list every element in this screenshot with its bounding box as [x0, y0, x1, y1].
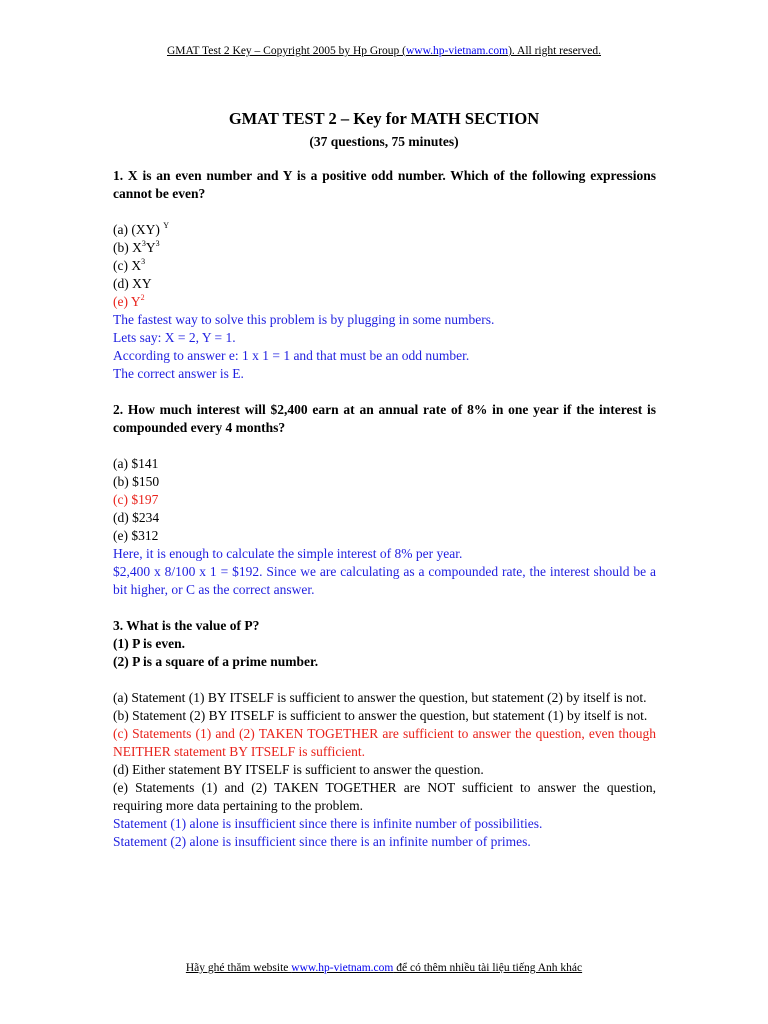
page-subtitle: (37 questions, 75 minutes) — [309, 134, 459, 149]
q2-option-e: (e) $312 — [113, 528, 159, 543]
q3-statement-1: (1) P is even. — [113, 636, 185, 651]
q3-statement-2: (2) P is a square of a prime number. — [113, 654, 319, 669]
q1-option-a: (a) (XY) $^Y$ — [113, 221, 170, 237]
q3-explanation-2: Statement (2) alone is insufficient since there is an infinite number of primes. — [113, 834, 531, 849]
page-title: GMAT TEST 2 – Key for MATH SECTION — [228, 109, 540, 128]
q3-option-a: (a) Statement (1) BY ITSELF is sufficient to answer the question, but statement (2) by itself is not. — [113, 690, 647, 705]
page-footer — [0, 962, 768, 974]
q1-explanation-4: The correct answer is E. — [113, 366, 244, 381]
q3-option-e: (e) Statements (1) and (2) TAKEN TOGETHER are NOT sufficient to answer the question, requiring more data pertaining to the problem. — [113, 780, 656, 813]
q1-option-b: (b) $X^3Y^3$ — [113, 239, 160, 255]
q3-option-c-answer: (c) Statements (1) and (2) TAKEN TOGETHER are sufficient to answer the question, even though NEITHER statement BY ITSELF is sufficient. — [113, 726, 656, 759]
header-link[interactable]: www.hp-vietnam.com — [405, 45, 509, 57]
header-suffix: ). All right reserved. — [508, 45, 601, 57]
q1-explanation-3: According to answer e: 1 x 1 = 1 and that must be an odd number. — [113, 348, 470, 363]
question-3: 3. What is the value of P? — [113, 618, 260, 633]
footer-suffix: để có thêm nhiều tài liệu tiếng Anh khác — [393, 962, 583, 974]
document-body — [113, 167, 656, 851]
q1-option-e-answer: (e) $Y^2$ — [113, 293, 145, 309]
q1-option-c: (c) $X^3$ — [113, 257, 146, 273]
q1-option-d: (d) XY — [113, 276, 152, 291]
page-header — [0, 45, 768, 57]
q3-explanation-1: Statement (1) alone is insufficient since there is infinite number of possibilities. — [113, 816, 543, 831]
q1-explanation-2: Lets say: X = 2, Y = 1. — [113, 330, 236, 345]
q3-option-b: (b) Statement (2) BY ITSELF is sufficient to answer the question, but statement (1) by itself is not. — [113, 708, 648, 723]
q1-explanation-1: The fastest way to solve this problem is by plugging in some numbers. — [113, 312, 495, 327]
q2-option-b: (b) $150 — [113, 474, 160, 489]
question-2: 2. How much interest will $2,400 earn at an annual rate of 8% in one year if the interest is compounded every 4 months? — [113, 402, 656, 435]
footer-prefix: Hãy ghé thăm website — [185, 962, 292, 974]
header-prefix: GMAT Test 2 Key – Copyright 2005 by Hp Group ( — [166, 45, 406, 57]
question-1: 1. X is an even number and Y is a positive odd number. Which of the following expressions cannot be even? — [113, 168, 656, 201]
q2-option-c-answer: (c) $197 — [113, 492, 159, 507]
q2-option-d: (d) $234 — [113, 510, 160, 525]
q3-option-d: (d) Either statement BY ITSELF is sufficient to answer the question. — [113, 762, 484, 777]
q2-explanation-2: $2,400 x 8/100 x 1 = $192. Since we are calculating as a compounded rate, the interest should be a bit higher, or C as the correct answer. — [113, 564, 656, 597]
q2-explanation-1: Here, it is enough to calculate the simple interest of 8% per year. — [113, 546, 463, 561]
q2-option-a: (a) $141 — [113, 456, 159, 471]
footer-link[interactable]: www.hp-vietnam.com — [291, 962, 394, 974]
